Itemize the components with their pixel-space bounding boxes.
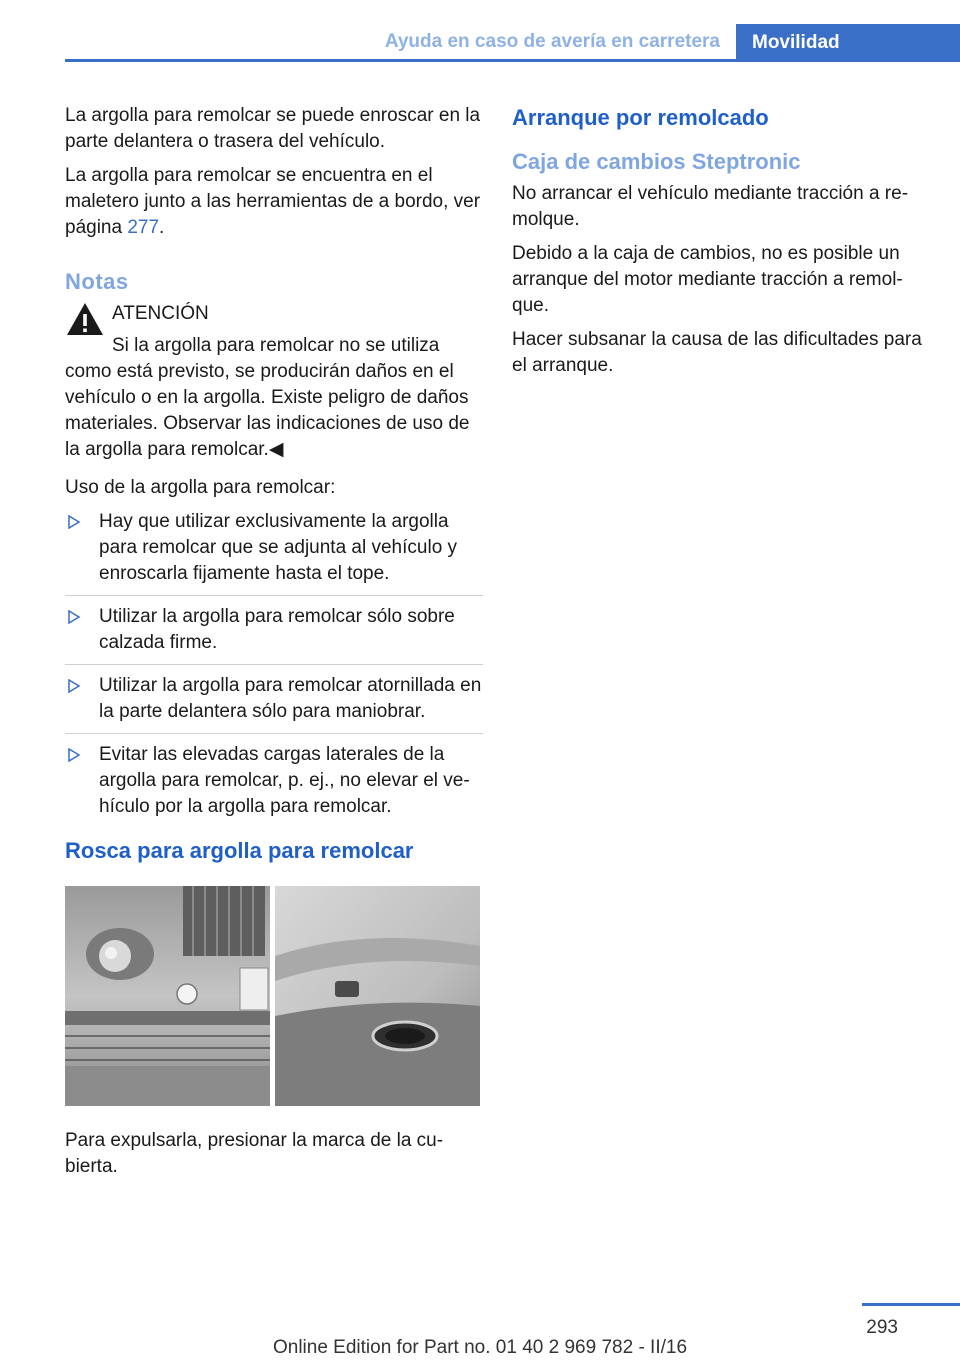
triangle-bullet-icon <box>67 679 81 693</box>
steptronic-subheading: Caja de cambios Steptronic <box>512 149 801 174</box>
list-item <box>65 742 483 828</box>
paragraph-no-arrancar: No arrancar el vehículo mediante tracción a re‐molque. <box>512 183 909 230</box>
warning-text <box>65 333 483 463</box>
triangle-bullet-icon <box>67 515 81 529</box>
photo-caption: Para expulsarla, presionar la marca de la cu‐bierta. <box>65 1130 444 1177</box>
usage-list <box>65 509 483 828</box>
page-link-277[interactable]: 277 <box>127 217 160 238</box>
left-column <box>65 103 483 1188</box>
paragraph-enroscar: La argolla para remolcar se puede enroscar en la parte delantera o trasera del vehículo. <box>65 105 481 152</box>
header-rule <box>65 59 960 62</box>
right-column <box>512 103 927 387</box>
page-number: 293 <box>866 1317 898 1338</box>
paragraph-ubicacion <box>65 163 483 241</box>
list-item-text: Utilizar la argolla para remolcar atornillada en la parte delantera sólo para maniobrar. <box>99 675 482 722</box>
page-header <box>65 24 960 62</box>
list-item <box>65 509 483 596</box>
uso-label: Uso de la argolla para remolcar: <box>65 477 336 498</box>
arranque-heading: Arranque por remolcado <box>512 105 769 130</box>
warning-block <box>65 301 483 463</box>
notas-heading: Notas <box>65 269 129 294</box>
warning-triangle-icon <box>65 301 105 337</box>
list-item-text: Utilizar la argolla para remolcar sólo sobre calzada firme. <box>99 606 455 653</box>
footer-rule <box>862 1303 960 1306</box>
warning-text-body: Si la argolla para remolcar no se utiliza como está previsto, se producirán daños en el vehículo o en la argolla. Existe peligro de daños materiales. Observar las indicaciones de uso de la argolla para remolcar.◀ <box>65 335 470 460</box>
paragraph-caja-cambios: Debido a la caja de cambios, no es posible un arranque del motor mediante tracción a remol‐que. <box>512 243 903 316</box>
ubicacion-text: La argolla para remolcar se encuentra en el maletero junto a las herramientas de a bordo, ver página <box>65 165 481 238</box>
list-item <box>65 604 483 665</box>
triangle-bullet-icon <box>67 610 81 624</box>
header-section-title: Ayuda en caso de avería en carretera <box>384 31 720 52</box>
list-item <box>65 673 483 734</box>
ubicacion-period: . <box>159 217 165 238</box>
rosca-heading: Rosca para argolla para remolcar <box>65 838 414 863</box>
warning-title: ATENCIÓN <box>112 303 209 324</box>
triangle-bullet-icon <box>67 748 81 762</box>
list-item-text: Evitar las elevadas cargas laterales de la argolla para remolcar, p. ej., no elevar el ve‐hículo por la argolla para remolcar. <box>99 744 470 817</box>
paragraph-subsanar: Hacer subsanar la causa de las dificultades para el arranque. <box>512 329 922 376</box>
list-item-text: Hay que utilizar exclusivamente la argolla para remolcar que se adjunta al vehículo y enroscarla fijamente hasta el tope. <box>99 511 458 584</box>
bumper-tow-eye-photo <box>65 886 480 1106</box>
edition-footer: Online Edition for Part no. 01 40 2 969 782 - II/16 <box>272 1337 688 1358</box>
header-chapter-tab[interactable]: Movilidad <box>736 24 960 62</box>
